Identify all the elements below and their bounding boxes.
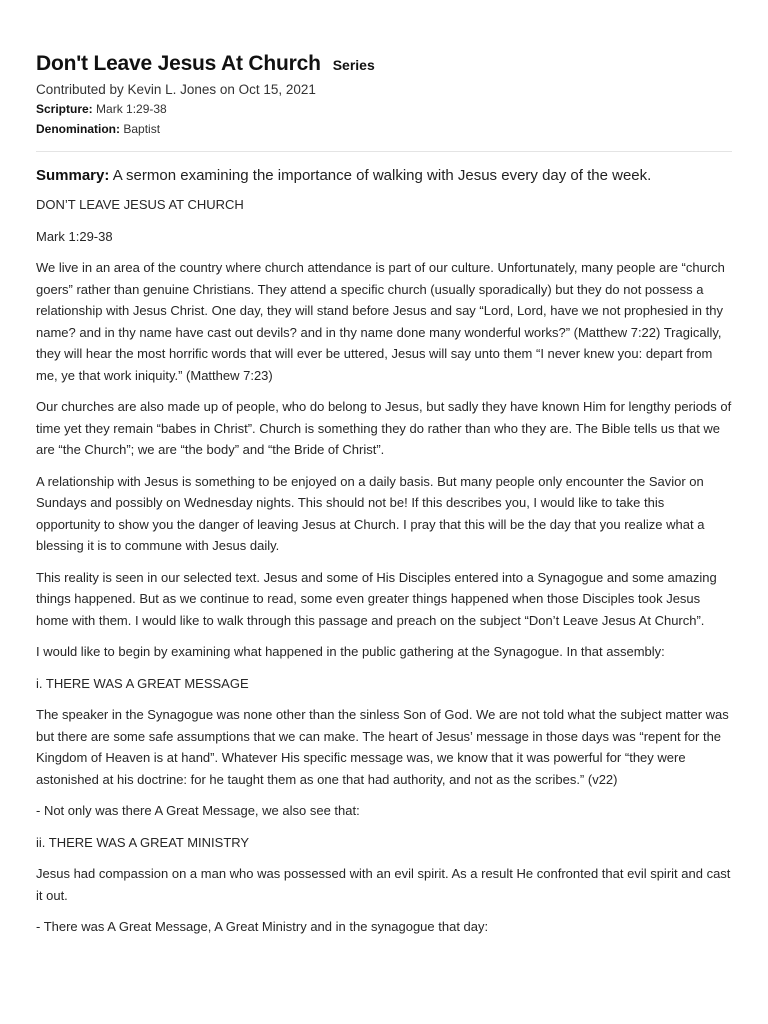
scripture-line [36, 101, 732, 117]
denomination-label: Denomination: [36, 122, 120, 136]
paragraph: This reality is seen in our selected text. Jesus and some of His Disciples entered into a Synagogue and some amazing things happened. But as we continue to read, some even greater things happened when those Disciples took Jesus home with them. I would like to walk through this passage and preach on the subject “Don’t Leave Jesus At Church”. [36, 569, 717, 628]
header-divider [36, 151, 732, 152]
title-row [36, 52, 732, 76]
paragraph: DON’T LEAVE JESUS AT CHURCH [36, 197, 244, 212]
paragraph: We live in an area of the country where church attendance is part of our culture. Unfortunately, many people are “church goers” rather than genuine Christians. They attend a specific church (usually sporadically) but they do not possess a relationship with Jesus Christ. One day, they will stand before Jesus and say “Lord, Lord, have we not prophesied in thy name? and in thy name have cast out devils? and in thy name done many wonderful works?” (Matthew 7:22) Tragically, they will hear the most horrific words that will ever be uttered, Jesus will say unto them “I never knew you: depart from me, ye that work iniquity.” (Matthew 7:23) [36, 260, 725, 383]
paragraph: A relationship with Jesus is something to be enjoyed on a daily basis. But many people only encounter the Savior on Sundays and possibly on Wednesday nights. This should not be! If this describes you, I would like to take this opportunity to show you the danger of leaving Jesus at Church. I pray that this will be the day that you realize what a blessing it is to commune with Jesus daily. [36, 473, 705, 553]
paragraph: Our churches are also made up of people, who do belong to Jesus, but sadly they have known Him for lengthy periods of time yet they remain “babes in Christ”. Church is something they do rather than who they are. The Bible tells us that we are “the Church”; we are “the body” and “the Bride of Christ”. [36, 399, 732, 457]
paragraph: Mark 1:29-38 [36, 228, 113, 244]
summary-text: A sermon examining the importance of walking with Jesus every day of the week. [112, 167, 652, 184]
summary-label: Summary: [36, 167, 110, 184]
paragraph: i. THERE WAS A GREAT MESSAGE [36, 675, 249, 691]
sermon-title: Don't Leave Jesus At Church [36, 52, 321, 75]
scripture-value[interactable]: Mark 1:29-38 [96, 102, 167, 116]
denomination-value[interactable]: Baptist [123, 122, 161, 136]
series-link[interactable]: Series [332, 57, 375, 73]
contributor-line: Contributed by Kevin L. Jones on Oct 15, 2021 [36, 82, 316, 97]
paragraph: - There was A Great Message, A Great Ministry and in the synagogue that day: [36, 919, 489, 934]
scripture-label: Scripture: [36, 102, 93, 116]
sermon-body [36, 194, 732, 938]
paragraph: The speaker in the Synagogue was none other than the sinless Son of God. We are not told what the subject matter was but there are some safe assumptions that we can make. The heart of Jesus’ message in those days was “repent for the Kingdom of Heaven is at hand”. Whatever His specific message was, we know that it was powerful for “they were astonished at his doctrine: for he taught them as one that had authority, and not as the scribes.” (v22) [36, 707, 729, 787]
paragraph: ii. THERE WAS A GREAT MINISTRY [36, 834, 250, 850]
paragraph: Jesus had compassion on a man who was possessed with an evil spirit. As a result He confronted that evil spirit and cast it out. [36, 866, 731, 903]
paragraph: - Not only was there A Great Message, we also see that: [36, 803, 360, 818]
paragraph: I would like to begin by examining what happened in the public gathering at the Synagogue. In that assembly: [36, 644, 665, 659]
summary [36, 166, 732, 186]
denomination-line [36, 121, 732, 137]
